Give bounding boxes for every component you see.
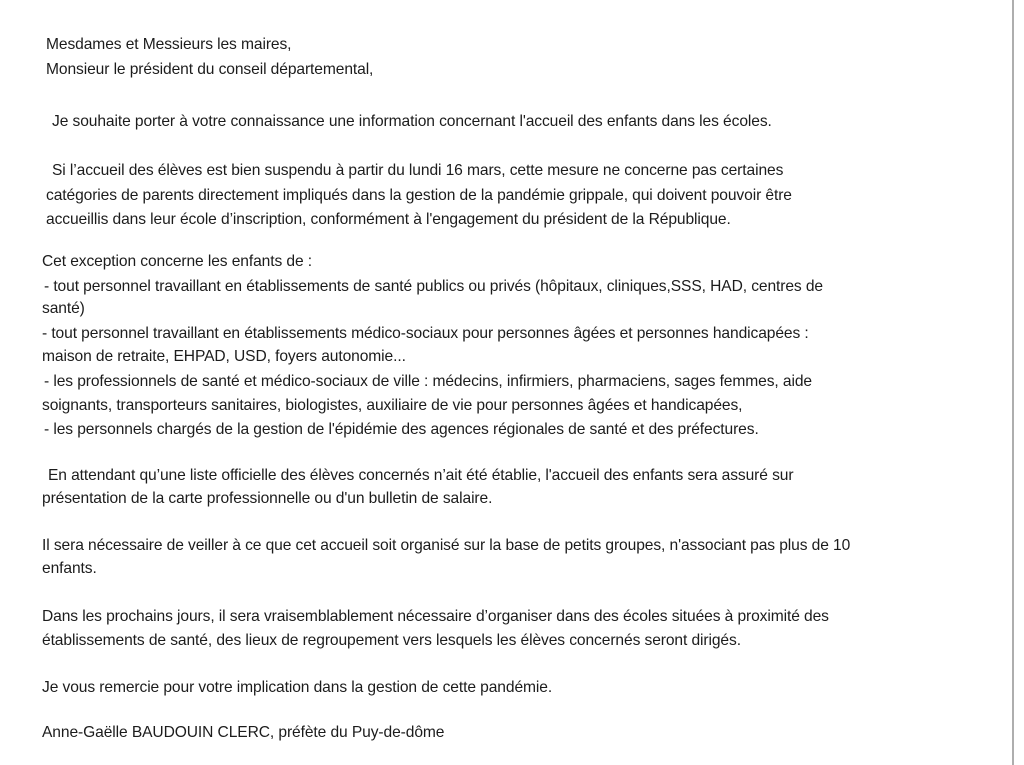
list-item: soignants, transporteurs sanitaires, biologistes, auxiliaire de vie pour personnes âgées et handicapées,	[42, 397, 743, 414]
list-item: - tout personnel travaillant en établissements médico-sociaux pour personnes âgées et personnes handicapées :	[42, 325, 809, 342]
paragraph-line: Dans les prochains jours, il sera vraisemblablement nécessaire d’organiser dans des écoles situées à proximité des	[42, 608, 829, 625]
list-item: - tout personnel travaillant en établissements de santé publics ou privés (hôpitaux, cliniques,SSS, HAD, centres de	[44, 278, 824, 295]
paragraph-line: En attendant qu’une liste officielle des élèves concernés n’ait été établie, l'accueil des enfants sera assuré sur	[48, 467, 794, 484]
closing-line: Je vous remercie pour votre implication dans la gestion de cette pandémie.	[42, 679, 553, 696]
signature: Anne-Gaëlle BAUDOUIN CLERC, préfète du Puy-de-dôme	[42, 724, 445, 741]
exception-heading: Cet exception concerne les enfants de :	[42, 253, 313, 270]
paragraph-line: Il sera nécessaire de veiller à ce que cet accueil soit organisé sur la base de petits groupes, n'associant pas plus de 10	[42, 537, 851, 554]
paragraph-line: présentation de la carte professionnelle ou d'un bulletin de salaire.	[42, 490, 493, 507]
page-edge-divider	[1012, 0, 1014, 765]
paragraph-line: enfants.	[42, 560, 97, 577]
paragraph-line: établissements de santé, des lieux de regroupement vers lesquels les élèves concernés seront dirigés.	[42, 632, 741, 649]
list-item: maison de retraite, EHPAD, USD, foyers autonomie...	[42, 348, 406, 365]
list-item: - les professionnels de santé et médico-sociaux de ville : médecins, infirmiers, pharmaciens, sages femmes, aide	[44, 373, 812, 390]
paragraph-line: accueillis dans leur école d’inscription, conformément à l'engagement du président de la République.	[46, 211, 731, 228]
list-item: - les personnels chargés de la gestion de l'épidémie des agences régionales de santé et des préfectures.	[44, 421, 759, 438]
intro-paragraph: Je souhaite porter à votre connaissance une information concernant l'accueil des enfants dans les écoles.	[52, 113, 772, 130]
paragraph-line: Si l’accueil des élèves est bien suspendu à partir du lundi 16 mars, cette mesure ne concerne pas certaines	[52, 162, 784, 179]
paragraph-line: catégories de parents directement impliqués dans la gestion de la pandémie grippale, qui doivent pouvoir être	[46, 187, 792, 204]
salutation-line: Monsieur le président du conseil départemental,	[46, 61, 374, 78]
salutation-line: Mesdames et Messieurs les maires,	[46, 36, 292, 53]
list-item: santé)	[42, 300, 85, 317]
